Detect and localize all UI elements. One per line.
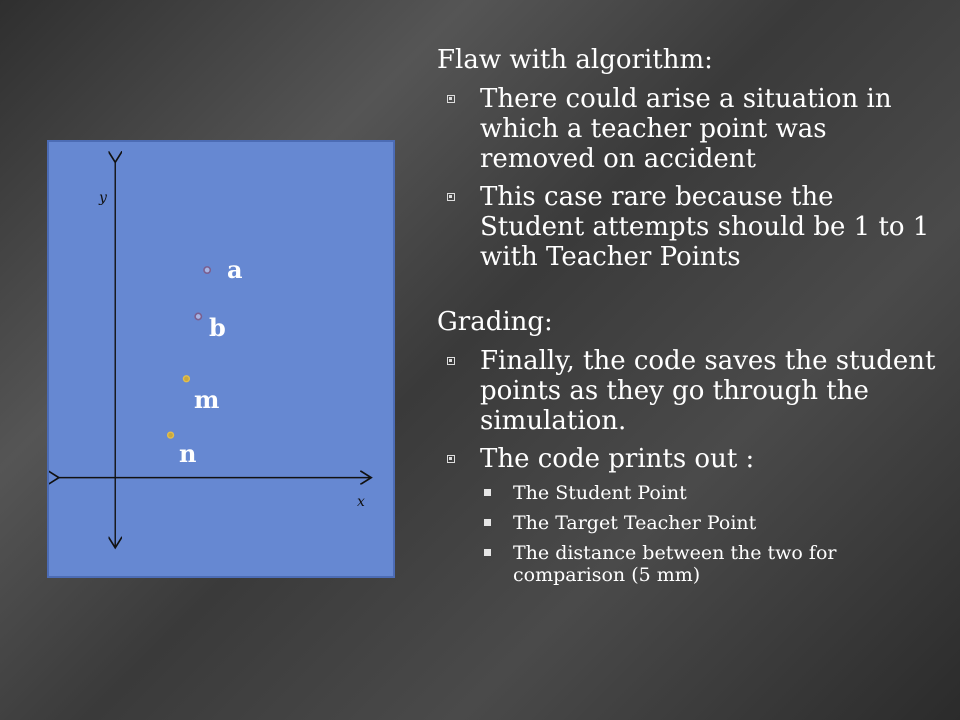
square-bullet-icon [447,95,455,103]
filled-square-bullet-icon [484,489,491,496]
filled-square-bullet-icon [484,519,491,526]
y-axis-label: y [99,190,107,206]
square-bullet-icon [447,357,455,365]
point-a-label: a [227,255,243,284]
point-b-marker [195,313,201,319]
point-a-marker [204,267,210,273]
coordinate-diagram [47,140,395,578]
point-b-label: b [209,313,226,342]
axes-drawing [49,142,393,576]
bullet-text: The code prints out : [480,444,755,474]
bullet-text: There could arise a situation in which a teacher point was removed on accident [480,84,892,174]
sub-bullet-1 [437,482,937,504]
bullet-flaw-2 [437,182,937,272]
sub-bullet-3 [437,542,937,586]
point-n-marker [168,432,174,438]
point-n-label: n [179,439,197,468]
x-axis-label: x [357,494,365,510]
text-content [437,44,937,586]
sub-bullet-text: The distance between the two for comparison (5 mm) [513,542,837,586]
square-bullet-icon [447,193,455,201]
bullet-text: Finally, the code saves the student points as they go through the simulation. [480,346,936,436]
bullet-flaw-1 [437,84,937,174]
heading-flaw: Flaw with algorithm: [437,45,713,75]
heading-grading: Grading: [437,307,553,337]
point-m-label: m [194,385,220,414]
square-bullet-icon [447,455,455,463]
sub-bullet-text: The Target Teacher Point [513,512,757,534]
filled-square-bullet-icon [484,549,491,556]
sub-bullet-text: The Student Point [513,482,687,504]
bullet-grading-2 [437,444,937,474]
sub-bullet-2 [437,512,937,534]
point-m-marker [183,376,189,382]
bullet-text: This case rare because the Student attempts should be 1 to 1 with Teacher Points [480,182,930,272]
bullet-grading-1 [437,346,937,436]
